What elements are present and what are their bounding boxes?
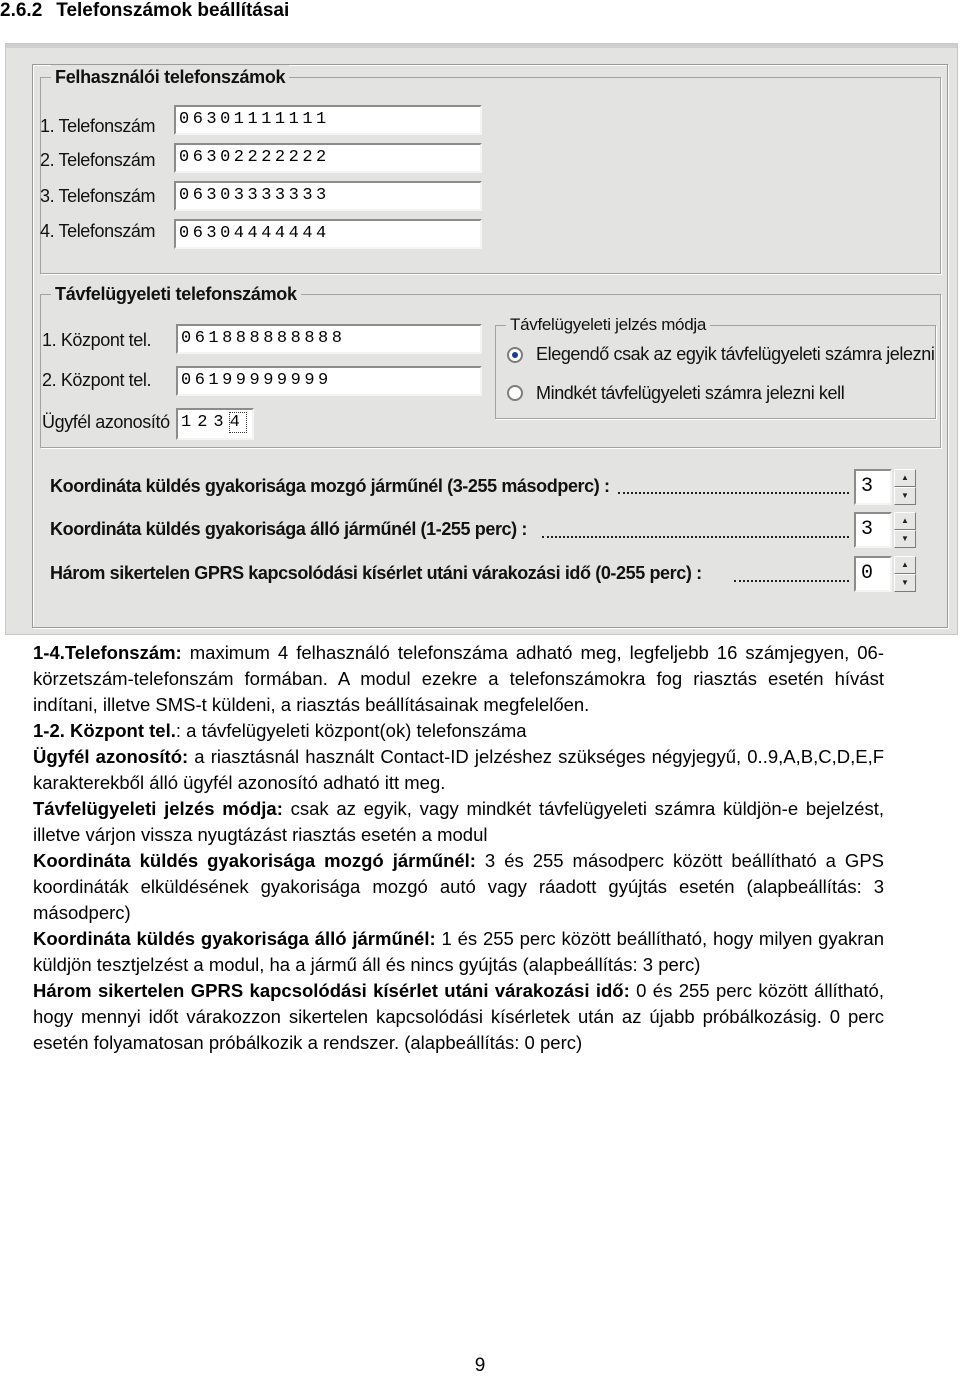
client-id-input[interactable] [176,408,254,440]
signal-mode-title: Távfelügyeleti jelzés módja [506,313,710,337]
gprs-wait-up-button[interactable]: ▲ [894,556,916,574]
coord-moving-label: Koordináta küldés gyakorisága mozgó járműnél (3-255 másodperc) : [50,476,610,496]
coord-moving-input[interactable]: 3 [854,469,892,505]
coord-parked-down-button[interactable]: ▼ [894,530,916,548]
coord-moving-down-button[interactable]: ▼ [894,487,916,505]
desc-parked-frequency: Koordináta küldés gyakorisága álló járműnél: 1 és 255 perc között beállítható, hogy milyen gyakran küldjön tesztjelzést a modul, ha a jármű áll és nincs gyújtás (alapbeállítás: 3 perc) [33,928,885,975]
phone-1-label: 1. Telefonszám [40,116,156,136]
phone-4-input[interactable]: 06304444444 [174,219,482,249]
central-1-label: 1. Központ tel. [42,330,152,350]
client-id-value: 123 [181,413,230,432]
section-number: 2.6.2 [0,0,43,21]
user-phones-title: Felhasználói telefonszámok [51,65,289,89]
central-1-input[interactable]: 061888888888 [176,324,482,354]
central-2-input[interactable]: 06199999999 [176,366,482,396]
coord-parked-label: Koordináta küldés gyakorisága álló járműnél (1-255 perc) : [50,519,527,539]
description-text [33,640,884,1056]
phone-2-input[interactable]: 06302222222 [174,143,482,173]
mode-option-1-radio[interactable] [507,347,523,363]
section-heading [0,0,289,22]
coord-parked-up-button[interactable]: ▲ [894,512,916,530]
phone-3-input[interactable]: 06303333333 [174,181,482,211]
desc-phone-numbers: 1-4.Telefonszám: maximum 4 felhasználó telefonszáma adható meg, legfeljebb 16 számjegyen, 06-körzetszám-telefonszám formában. A modul ezekre a telefonszámokra fog riasztás esetén hívást indítani, illetve SMS-t küldeni, a riasztás beállításainak megfelelően. [33,642,884,715]
desc-gprs-wait: Három sikertelen GPRS kapcsolódási kísérlet utáni várakozási idő: 0 és 255 perc között állítható, hogy mennyi időt várakozzon sikertelen kapcsolódási kísérletek után az újabb próbálkozásig. 0 perc esetén folyamatosan próbálkozik a rendszer. (alapbeállítás: 0 perc) [33,980,884,1053]
settings-screenshot [5,43,958,635]
gprs-wait-down-button[interactable]: ▼ [894,574,916,592]
coord-parked-input[interactable]: 3 [854,512,892,548]
monitor-phones-title: Távfelügyeleti telefonszámok [51,282,301,306]
desc-central-phone: 1-2. Központ tel.: a távfelügyeleti központ(ok) telefonszáma [33,720,527,741]
section-title: Telefonszámok beállításai [56,0,290,21]
client-id-label: Ügyfél azonosító [42,412,170,432]
desc-moving-frequency: Koordináta küldés gyakorisága mozgó járműnél: 3 és 255 másodperc között beállítható a GPS koordináták elküldésének gyakorisága mozgó autó vagy ráadott gyújtás esetén (alapbeállítás: 3 másodperc) [33,850,884,923]
gprs-wait-leader [734,578,849,582]
coord-parked-leader [542,534,849,538]
client-id-cursor-char: 4 [229,413,246,432]
mode-option-2-label[interactable]: Mindkét távfelügyeleti számra jelezni kell [536,383,845,403]
coord-moving-leader [618,490,849,494]
central-2-label: 2. Központ tel. [42,370,152,390]
phone-2-label: 2. Telefonszám [40,150,156,170]
page-number: 9 [474,1355,486,1376]
gprs-wait-input[interactable]: 0 [854,556,892,592]
phone-3-label: 3. Telefonszám [40,186,156,206]
phone-1-input[interactable]: 06301111111 [174,105,482,135]
desc-client-id: Ügyfél azonosító: a riasztásnál használt Contact-ID jelzéshez szükséges négyjegyű, 0..9,A,B,C,D,E,F karakterekből álló ügyfél azonosító adható itt meg. [33,746,885,793]
desc-signal-mode: Távfelügyeleti jelzés módja: csak az egyik, vagy mindkét távfelügyeleti számra küldjön-e bejelzést, illetve várjon vissza nyugtázást riasztás esetén a modul [33,798,884,845]
mode-option-1-label[interactable]: Elegendő csak az egyik távfelügyeleti számra jelezni [536,344,935,364]
phone-4-label: 4. Telefonszám [40,221,156,241]
mode-option-2-radio[interactable] [507,385,523,401]
coord-moving-up-button[interactable]: ▲ [894,469,916,487]
gprs-wait-label: Három sikertelen GPRS kapcsolódási kísérlet utáni várakozási idő (0-255 perc) : [50,563,702,583]
